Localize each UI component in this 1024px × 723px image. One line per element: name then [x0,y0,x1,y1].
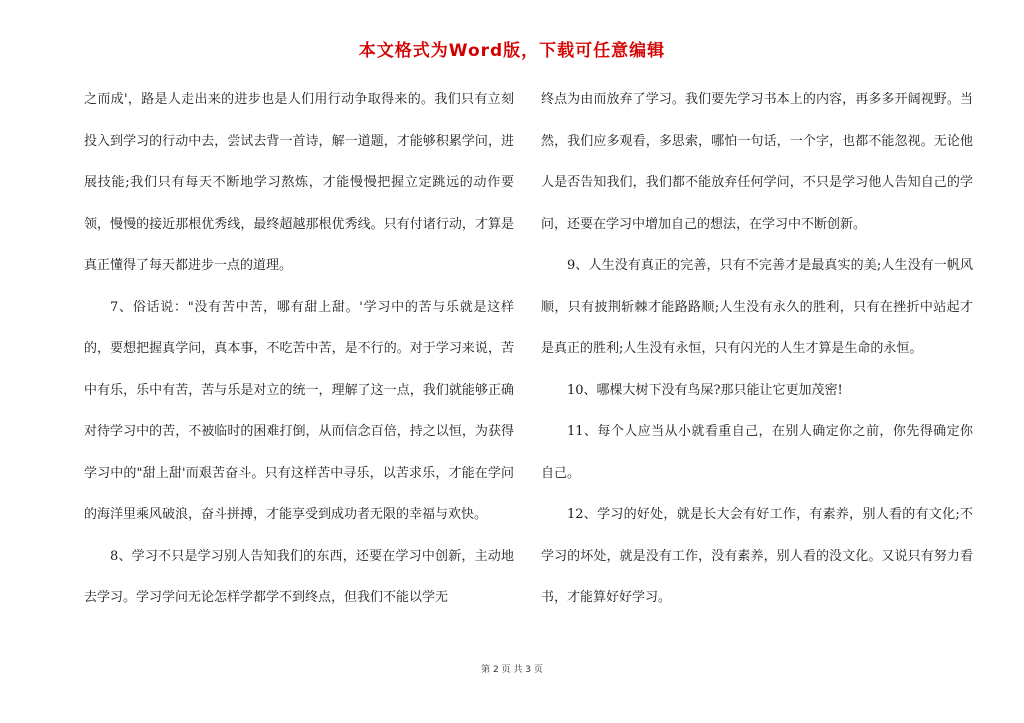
right-column [541,79,973,619]
paragraph: 终点为由而放弃了学习。我们要先学习书本上的内容，再多多开阔视野。当然，我们应多观看，多思索，哪怕一句话，一个字，也都不能忽视。无论他人是否告知我们，我们都不能放弃任何学问，不只是学习他人告知自己的学问，还要在学习中增加自己的想法，在学习中不断创新。 [541,92,973,232]
paragraph: 10、哪棵大树下没有鸟屎?那只能让它更加茂密! [567,382,843,398]
paragraph: 之而成'，路是人走出来的进步也是人们用行动争取得来的。我们只有立刻投入到学习的行动中去，尝试去背一首诗，解一道题，才能够积累学问，进展技能;我们只有每天不断地学习熬炼，才能慢慢把握立定跳远的动作要领，慢慢的接近那根优秀线，最终超越那根优秀线。只有付诸行动，才算是真正懂得了每天都进步一点的道理。 [84,92,514,273]
paragraph: 8、学习不只是学习别人告知我们的东西，还要在学习中创新，主动地去学习。学习学问无论怎样学都学不到终点，但我们不能以学无 [84,548,514,605]
download-banner: 本文格式为Word版，下载可任意编辑 [358,41,666,61]
paragraph: 12、学习的好处，就是长大会有好工作，有素养，别人看的有文化;不学习的坏处，就是没有工作，没有素养，别人看的没文化。又说只有努力看书，才能算好好学习。 [541,507,973,605]
paragraph: 9、人生没有真正的完善，只有不完善才是最真实的美;人生没有一帆风顺，只有披荆斩棘才能路路顺;人生没有永久的胜利，只有在挫折中站起才是真正的胜利;人生没有永恒，只有闪光的人生才算是生命的永恒。 [541,258,973,356]
paragraph: 7、俗话说："没有苦中苦，哪有甜上甜。'学习中的苦与乐就是这样的，要想把握真学问，真本事，不吃苦中苦，是不行的。对于学习来说，苦中有乐，乐中有苦，苦与乐是对立的统一，理解了这一点，我们就能够正确对待学习中的苦，不被临时的困难打倒，从而信念百倍，持之以恒，为获得学习中的"甜上甜'而艰苦奋斗。只有这样苦中寻乐，以苦求乐，才能在学问的海洋里乘风破浪，奋斗拼搏，才能享受到成功者无限的幸福与欢快。 [84,299,514,522]
paragraph: 11、每个人应当从小就看重自己，在别人确定你之前，你先得确定你自己。 [541,424,973,481]
page-number: 第 2 页 共 3 页 [481,665,543,675]
left-column [84,79,514,619]
